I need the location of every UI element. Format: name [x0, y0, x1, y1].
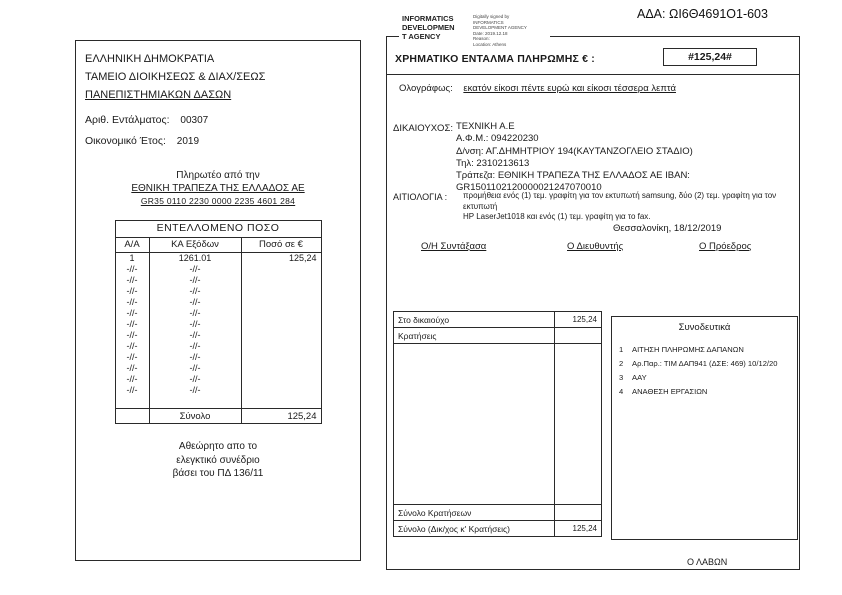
beneficiary-address: Δ/νση: ΑΓ.ΔΗΜΗΤΡΙΟΥ 194(ΚΑΥΤΑΝΖΟΓΛΕΙΟ ΣΤΑΔΙΟ)	[456, 145, 693, 157]
reason-line-2: HP LaserJet1018 και ενός (1) τεμ. γραφίτη για το fax.	[463, 212, 651, 221]
cell-aa: -//-	[115, 374, 149, 385]
header-kae: ΚΑ Εξόδων	[149, 237, 241, 252]
cell-kae: -//-	[149, 374, 241, 385]
digital-signature-stamp	[399, 12, 550, 50]
attachment-number: 3	[619, 373, 624, 382]
cell-aa: 1	[115, 252, 149, 264]
in-words-text: εκατόν είκοσι πέντε ευρώ και είκοσι τέσσερα λεπτά	[463, 83, 676, 94]
cell-aa: -//-	[115, 308, 149, 319]
table-row	[115, 319, 321, 330]
table-row	[115, 363, 321, 374]
total-label: Σύνολο	[149, 409, 241, 424]
cell-kae: -//-	[149, 341, 241, 352]
cell-kae: -//-	[149, 385, 241, 396]
cell-kae: -//-	[149, 330, 241, 341]
table-row	[115, 341, 321, 352]
reason-line-1: προμήθεια ενός (1) τεμ. γραφίτη για τον εκτυπωτή samsung, δύο (2) τεμ. γραφίτη για τον εκτυπωτή	[463, 191, 777, 211]
deductions-empty-area	[394, 344, 601, 504]
ada-number: ΑΔΑ: ΩΙ6Θ4691Ο1-603	[637, 7, 768, 21]
stamp-signature-details	[473, 14, 547, 48]
payable-from-label: Πληρωτέο από την	[176, 170, 260, 181]
cell-amount	[241, 308, 321, 319]
table-row	[115, 252, 321, 264]
in-words-label: Ολογράφως:	[399, 83, 453, 94]
attachments-box	[611, 316, 798, 540]
place-and-date: Θεσσαλονίκη, 18/12/2019	[613, 223, 722, 234]
audit-exemption-note	[76, 440, 360, 481]
attachments-title: Συνοδευτικά	[678, 322, 731, 333]
paying-bank-name: ΕΘΝΙΚΗ ΤΡΑΠΕΖΑ ΤΗΣ ΕΛΛΑΔΟΣ ΑΕ	[131, 182, 305, 194]
footnote-line-1: Αθεώρητο απο το	[178, 441, 258, 452]
cell-kae: -//-	[149, 319, 241, 330]
amount-table-title: ΕΝΤΕΛΛΟΜΕΝΟ ΠΟΣΟ	[115, 220, 321, 237]
stamp-agency-line: DEVELOPMEN	[402, 23, 455, 32]
issuer-panel	[75, 40, 361, 561]
reason-label: ΑΙΤΙΟΛΟΓΙΑ :	[393, 192, 448, 202]
cell-amount	[241, 264, 321, 275]
cell-aa: -//-	[115, 275, 149, 286]
cell-kae: -//-	[149, 308, 241, 319]
beneficiary-afm: Α.Φ.Μ.: 094220230	[456, 133, 539, 145]
fiscal-year-value: 2019	[176, 136, 200, 147]
cell-aa: -//-	[115, 363, 149, 374]
cell-amount	[241, 363, 321, 374]
beneficiary-details	[456, 121, 693, 195]
cell-amount	[241, 374, 321, 385]
table-total-row	[115, 409, 321, 424]
cell-amount: 125,24	[241, 252, 321, 264]
fiscal-year-label: Οικονομικό Έτος:	[85, 135, 166, 147]
table-row	[115, 275, 321, 286]
to-beneficiary-value: 125,24	[572, 315, 597, 324]
cell-kae: -//-	[149, 297, 241, 308]
cell-kae: -//-	[149, 286, 241, 297]
stamp-detail-line: Location: Athens	[473, 41, 507, 47]
stamp-detail-line: DEVELOPMENT AGENCY	[473, 25, 527, 31]
deductions-value	[555, 328, 601, 343]
paying-bank-iban: GR35 0110 2230 0000 2235 4601 284	[140, 196, 296, 206]
warrant-title: ΧΡΗΜΑΤΙΚΟ ΕΝΤΑΛΜΑ ΠΛΗΡΩΜΗΣ € :	[395, 53, 596, 65]
warrant-number-label: Αριθ. Εντάλματος:	[85, 114, 170, 126]
grand-total-label: Σύνολο (Δικ/χος κ' Κρατήσεις)	[394, 521, 555, 536]
amount-table-title-row	[115, 220, 321, 237]
cell-kae: -//-	[149, 275, 241, 286]
cell-kae: -//-	[149, 352, 241, 363]
issuer-line-2: ΤΑΜΕΙΟ ΔΙΟΙΚΗΣΕΩΣ & ΔΙΑΧ/ΣΕΩΣ	[85, 71, 266, 83]
attachment-text: ΑΑΥ	[632, 373, 647, 382]
amount-table-header-row	[115, 237, 321, 252]
header-amount: Ποσό σε €	[241, 237, 321, 252]
stamp-agency-line: T AGENCY	[402, 32, 441, 41]
issuer-line-3: ΠΑΝΕΠΙΣΤΗΜΙΑΚΩΝ ΔΑΣΩΝ	[85, 89, 232, 101]
cell-aa: -//-	[115, 341, 149, 352]
list-item	[619, 359, 793, 368]
cell-aa: -//-	[115, 297, 149, 308]
attachment-number: 4	[619, 387, 624, 396]
beneficiary-label: ΔΙΚΑΙΟΥΧΟΣ:	[393, 123, 453, 134]
attachment-text: Αρ.Παρ.: ΤΙΜ ΔΑΠ941 (ΔΣΕ: 469) 10/12/20	[632, 359, 778, 368]
list-item	[619, 387, 793, 396]
stamp-detail-line: Reason:	[473, 36, 490, 42]
payable-from-block	[76, 170, 360, 208]
cell-kae: -//-	[149, 363, 241, 374]
cell-amount	[241, 352, 321, 363]
stamp-agency-name	[402, 14, 466, 48]
total-value: 125,24	[241, 409, 321, 424]
cell-kae: 1261.01	[149, 252, 241, 264]
attachment-number: 1	[619, 345, 624, 354]
table-row	[115, 264, 321, 275]
table-row	[115, 352, 321, 363]
signature-author: Ο/Η Συντάξασα	[421, 241, 487, 252]
cell-aa: -//-	[115, 385, 149, 396]
ordered-amount-table	[115, 220, 322, 425]
cell-aa: -//-	[115, 286, 149, 297]
attachment-text: ΑΝΑΘΕΣΗ ΕΡΓΑΣΙΩΝ	[632, 387, 708, 396]
table-row	[115, 374, 321, 385]
cell-aa: -//-	[115, 352, 149, 363]
fiscal-year-line	[76, 135, 360, 148]
table-row	[115, 385, 321, 396]
cell-amount	[241, 275, 321, 286]
cell-amount	[241, 286, 321, 297]
deductions-label: Κρατήσεις	[394, 328, 555, 343]
cell-amount	[241, 319, 321, 330]
cell-amount	[241, 341, 321, 352]
list-item	[619, 373, 793, 382]
cell-aa: -//-	[115, 264, 149, 275]
list-item	[619, 345, 793, 354]
table-spacer-row	[115, 396, 321, 409]
attachments-list	[612, 345, 797, 396]
title-divider	[387, 74, 799, 75]
cell-amount	[241, 385, 321, 396]
table-row	[115, 308, 321, 319]
attachment-text: ΑΙΤΗΣΗ ΠΛΗΡΩΜΗΣ ΔΑΠΑΝΩΝ	[632, 345, 744, 354]
cell-aa: -//-	[115, 330, 149, 341]
payment-summary-box	[393, 311, 602, 537]
beneficiary-bank: Τράπεζα: ΕΘΝΙΚΗ ΤΡΑΠΕΖΑ ΤΗΣ ΕΛΛΑΔΟΣ ΑΕ ΙΒΑΝ:	[456, 170, 690, 182]
header-aa: Α/Α	[115, 237, 149, 252]
stamp-detail-line: Date: 2019.12.18	[473, 30, 508, 36]
grand-total-row	[394, 520, 601, 536]
warrant-panel	[386, 36, 800, 570]
signature-director: Ο Διευθυντής	[567, 241, 624, 252]
stamp-agency-line: INFORMATICS	[402, 14, 454, 23]
table-row	[115, 286, 321, 297]
issuer-heading	[76, 41, 360, 104]
amount-in-words-line	[399, 83, 676, 94]
cell-amount	[241, 330, 321, 341]
warrant-number-value: 00307	[180, 115, 209, 126]
to-beneficiary-label: Στο δικαιούχο	[394, 312, 555, 327]
beneficiary-phone: Τηλ: 2310213613	[456, 157, 530, 169]
table-row	[115, 297, 321, 308]
cell-amount	[241, 297, 321, 308]
signature-president: Ο Πρόεδρος	[699, 241, 752, 252]
cell-kae: -//-	[149, 264, 241, 275]
receiver-label: Ο ΛΑΒΩΝ	[687, 557, 728, 567]
reason-text	[463, 191, 798, 223]
cell-aa: -//-	[115, 319, 149, 330]
grand-total-value: 125,24	[572, 524, 597, 533]
table-row	[115, 330, 321, 341]
attachment-number: 2	[619, 359, 624, 368]
issuer-line-1: ΕΛΛΗΝΙΚΗ ΔΗΜΟΚΡΑΤΙΑ	[85, 53, 215, 65]
to-beneficiary-row	[394, 312, 601, 328]
footnote-line-2: ελεγκτικό συνέδριο	[176, 454, 260, 466]
warrant-number-line	[76, 114, 360, 127]
footnote-line-3: βάσει του ΠΔ 136/11	[172, 468, 264, 479]
stamp-detail-line: Digitally signed by	[473, 14, 510, 19]
beneficiary-name: ΤΕΧΝΙΚΗ Α.Ε	[456, 121, 515, 132]
total-deductions-label: Σύνολο Κρατήσεων	[394, 505, 555, 520]
deductions-row	[394, 328, 601, 344]
total-deductions-row	[394, 504, 601, 520]
beneficiary-iban: GR1501102120000021247070010	[456, 182, 602, 194]
stamp-detail-line: INFORMATICS	[473, 19, 504, 25]
warrant-amount-box: #125,24#	[663, 48, 757, 66]
total-deductions-value	[555, 505, 601, 520]
